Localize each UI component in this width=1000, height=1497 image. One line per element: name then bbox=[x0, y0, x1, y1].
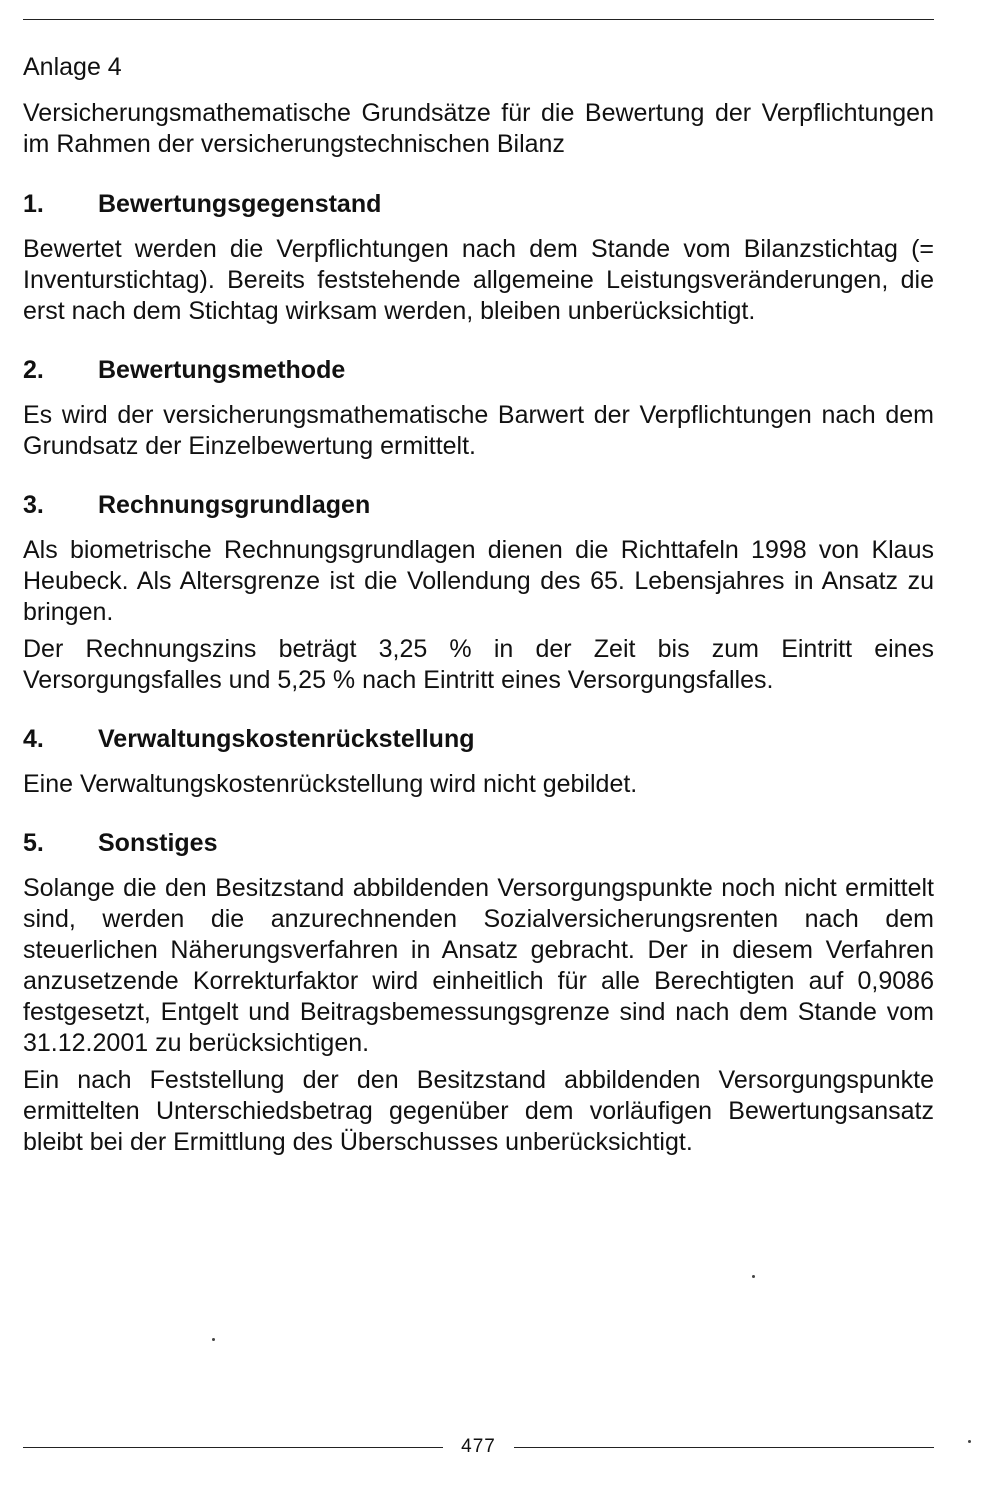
section-paragraph: Eine Verwaltungskostenrückstellung wird nicht gebildet. bbox=[23, 770, 638, 798]
section-title: Sonstiges bbox=[98, 829, 218, 857]
section-heading bbox=[23, 724, 934, 755]
section-heading bbox=[23, 490, 934, 521]
section-paragraph: Der Rechnungszins beträgt 3,25 % in der Zeit bis zum Eintritt eines Versorgungsfalles und 5,25 % nach Eintritt eines Versorgungsfalles. bbox=[23, 635, 934, 694]
section-2 bbox=[23, 355, 934, 462]
footer-rule-right bbox=[514, 1447, 934, 1448]
section-3 bbox=[23, 490, 934, 696]
page-number: 477 bbox=[461, 1436, 496, 1457]
section-title: Bewertungsgegenstand bbox=[98, 190, 382, 218]
top-rule bbox=[23, 19, 934, 20]
section-number: 5. bbox=[23, 829, 44, 857]
section-heading bbox=[23, 828, 934, 859]
section-1 bbox=[23, 189, 934, 327]
scan-speck bbox=[752, 1275, 755, 1278]
document-title: Versicherungsmathematische Grundsätze für die Bewertung der Verpflichtungen im Rahmen der versicherungstechnischen Bilanz bbox=[23, 99, 934, 158]
section-number: 1. bbox=[23, 190, 44, 218]
page-footer bbox=[23, 1432, 934, 1462]
section-title: Rechnungsgrundlagen bbox=[98, 491, 371, 519]
section-paragraph: Bewertet werden die Verpflichtungen nach dem Stande vom Bilanzstichtag (= Inventurstichtag). Bereits feststehende allgemeine Leistungsveränderungen, die erst nach dem Stichtag wirksam werden, bleiben unberücksichtigt. bbox=[23, 235, 934, 325]
document-body bbox=[23, 52, 934, 1186]
scan-speck bbox=[212, 1338, 215, 1341]
section-number: 4. bbox=[23, 725, 44, 753]
section-number: 2. bbox=[23, 356, 44, 384]
section-paragraph: Solange die den Besitzstand abbildenden Versorgungspunkte noch nicht ermittelt sind, werden die anzurechnenden Sozialversicherungsrenten nach dem steuerlichen Näherungsverfahren in Ansatz gebracht. Der in diesem Verfahren anzusetzende Korrekturfaktor wird einheitlich für alle Berechtigten auf 0,9086 festgesetzt, Entgelt und Beitragsbemessungsgrenze sind nach dem Stande vom 31.12.2001 zu berücksichtigen. bbox=[23, 874, 934, 1057]
footer-rule-left bbox=[23, 1447, 443, 1448]
section-number: 3. bbox=[23, 491, 44, 519]
section-paragraph: Ein nach Feststellung der den Besitzstand abbildenden Versorgungspunkte ermittelten Unterschiedsbetrag gegenüber dem vorläufigen Bewertungsansatz bleibt bei der Ermittlung des Überschusses unberücksichtigt. bbox=[23, 1066, 934, 1156]
section-heading bbox=[23, 189, 934, 220]
section-4 bbox=[23, 724, 934, 800]
section-title: Bewertungsmethode bbox=[98, 356, 346, 384]
section-title: Verwaltungskostenrückstellung bbox=[98, 725, 475, 753]
scan-speck bbox=[968, 1440, 971, 1443]
section-paragraph: Es wird der versicherungsmathematische Barwert der Verpflichtungen nach dem Grundsatz der Einzelbewertung ermittelt. bbox=[23, 401, 934, 460]
section-heading bbox=[23, 355, 934, 386]
section-paragraph: Als biometrische Rechnungsgrundlagen dienen die Richttafeln 1998 von Klaus Heubeck. Als Altersgrenze ist die Vollendung des 65. Lebensjahres in Ansatz zu bringen. bbox=[23, 536, 934, 626]
section-5 bbox=[23, 828, 934, 1158]
annex-label: Anlage 4 bbox=[23, 53, 122, 81]
